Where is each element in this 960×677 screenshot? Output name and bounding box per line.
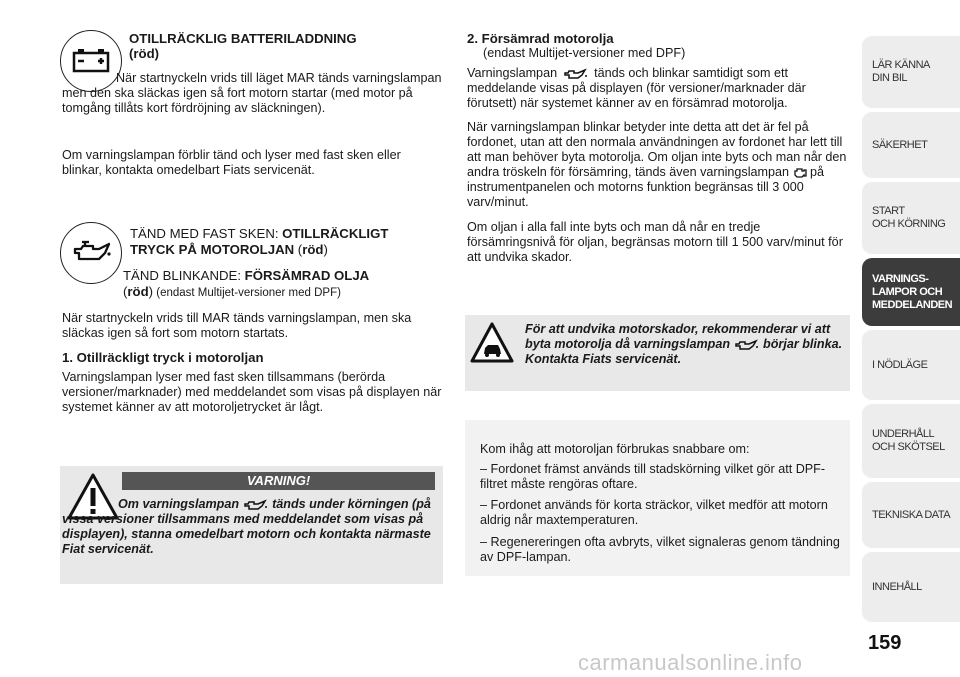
note-box bbox=[465, 315, 850, 391]
tab-varningslampor-och-meddelanden[interactable]: VARNINGS- LAMPOR OCH MEDDELANDEN bbox=[862, 258, 960, 326]
section2-subheading: (endast Multijet-versioner med DPF) bbox=[483, 46, 686, 60]
warning-text: Om varningslampan tänds under körningen (på vissa versioner tillsammans med meddelandet som visas på displayen), stanna omedelbart motorn och kontakta närmaste Fiat servicenät. bbox=[62, 497, 431, 556]
watermark: carmanualsonline.info bbox=[578, 650, 803, 675]
tab-i-nodlage[interactable]: I NÖDLÄGE bbox=[862, 330, 960, 400]
remember-box bbox=[465, 420, 850, 576]
battery-title: OTILLRÄCKLIG BATTERILADDNING (röd) bbox=[129, 31, 357, 61]
remember-bullet-2: – Fordonet används för korta sträckor, vilket medför att motorn aldrig når maxtemperaturen. bbox=[480, 498, 828, 527]
page-number: 159 bbox=[868, 632, 902, 654]
section2-heading: 2. Försämrad motorolja bbox=[467, 31, 614, 46]
warning-header: VARNING! bbox=[122, 472, 435, 490]
tab-sakerhet[interactable]: SÄKERHET bbox=[862, 112, 960, 178]
section1-heading: 1. Otillräckligt tryck i motoroljan bbox=[62, 350, 264, 365]
oil-can-icon bbox=[561, 68, 591, 80]
engine-icon bbox=[793, 167, 807, 179]
warning-box bbox=[60, 466, 443, 584]
right-paragraph-1: Varningslampan tänds och blinkar samtidigt som ett meddelande visas på displayen (för versioner/marknader där förutsett) när systemet känner av en försämrad motorolja. bbox=[467, 66, 806, 110]
battery-body-2: Om varningslampan förblir tänd och lyser med fast sken eller blinkar, kontakta omedelbart Fiats servicenät. bbox=[62, 148, 401, 177]
oil-steady-label: TÄND MED FAST SKEN: OTILLRÄCKLIGT TRYCK PÅ MOTOROLJAN (röd) bbox=[130, 226, 389, 257]
right-paragraph-2: När varningslampan blinkar betyder inte detta att det är fel på fordonet, utan att den normala användningen av fordonet har lett till att man behöver byta motorolja. Om oljan inte byts och man når den andra tröskeln för försämring, tänds även varningslampan på instrumentpanelen och motorns funktion begränsas till 3 000 varv/minut. bbox=[467, 120, 847, 209]
oil-blink-label: TÄND BLINKANDE: FÖRSÄMRAD OLJA (röd) (endast Multijet-versioner med DPF) bbox=[123, 268, 370, 299]
remember-bullet-1: – Fordonet främst används till stadskörning vilket gör att DPF-filtret måste rengöras oftare. bbox=[480, 462, 826, 491]
oil-can-icon bbox=[734, 339, 760, 351]
oil-intro: När startnyckeln vrids till MAR tänds varningslampan, men ska släckas igen så fort som motorn startats. bbox=[62, 311, 412, 340]
section1-body: Varningslampan lyser med fast sken tillsammans (berörda versioner/marknader) med meddelandet som visas på displayen när systemet känner av att motoroljetrycket är lågt. bbox=[62, 370, 442, 414]
note-text: För att undvika motorskador, rekommenderar vi att byta motorolja då varningslampan börjar blinka. Kontakta Fiats servicenät. bbox=[525, 322, 843, 366]
tab-underhall-och-skotsel[interactable]: UNDERHÅLL OCH SKÖTSEL bbox=[862, 404, 960, 478]
tab-start-och-korning[interactable]: START OCH KÖRNING bbox=[862, 182, 960, 254]
right-paragraph-3: Om oljan i alla fall inte byts och man då når en tredje försämringsnivå för oljan, begränsas motorn till 1 500 varv/minut för att undvika skador. bbox=[467, 220, 843, 264]
car-warning-triangle-icon bbox=[469, 321, 515, 365]
remember-intro: Kom ihåg att motoroljan förbrukas snabbare om: bbox=[480, 442, 750, 456]
oil-icon-circle bbox=[60, 222, 122, 284]
tab-innehall[interactable]: INNEHÅLL bbox=[862, 552, 960, 622]
remember-bullet-3: – Regenereringen ofta avbryts, vilket signaleras genom tändning av DPF-lampan. bbox=[480, 535, 840, 564]
oil-can-icon bbox=[61, 223, 121, 283]
tab-lar-kanna-din-bil[interactable]: LÄR KÄNNA DIN BIL bbox=[862, 36, 960, 108]
tab-tekniska-data[interactable]: TEKNISKA DATA bbox=[862, 482, 960, 548]
battery-body-1: När startnyckeln vrids till läget MAR tänds varningslampan men den ska släckas igen så fort motorn startar (med motor på tomgång tillåts kort fördröjning av släckningen). bbox=[62, 71, 442, 115]
oil-can-icon bbox=[243, 499, 269, 511]
